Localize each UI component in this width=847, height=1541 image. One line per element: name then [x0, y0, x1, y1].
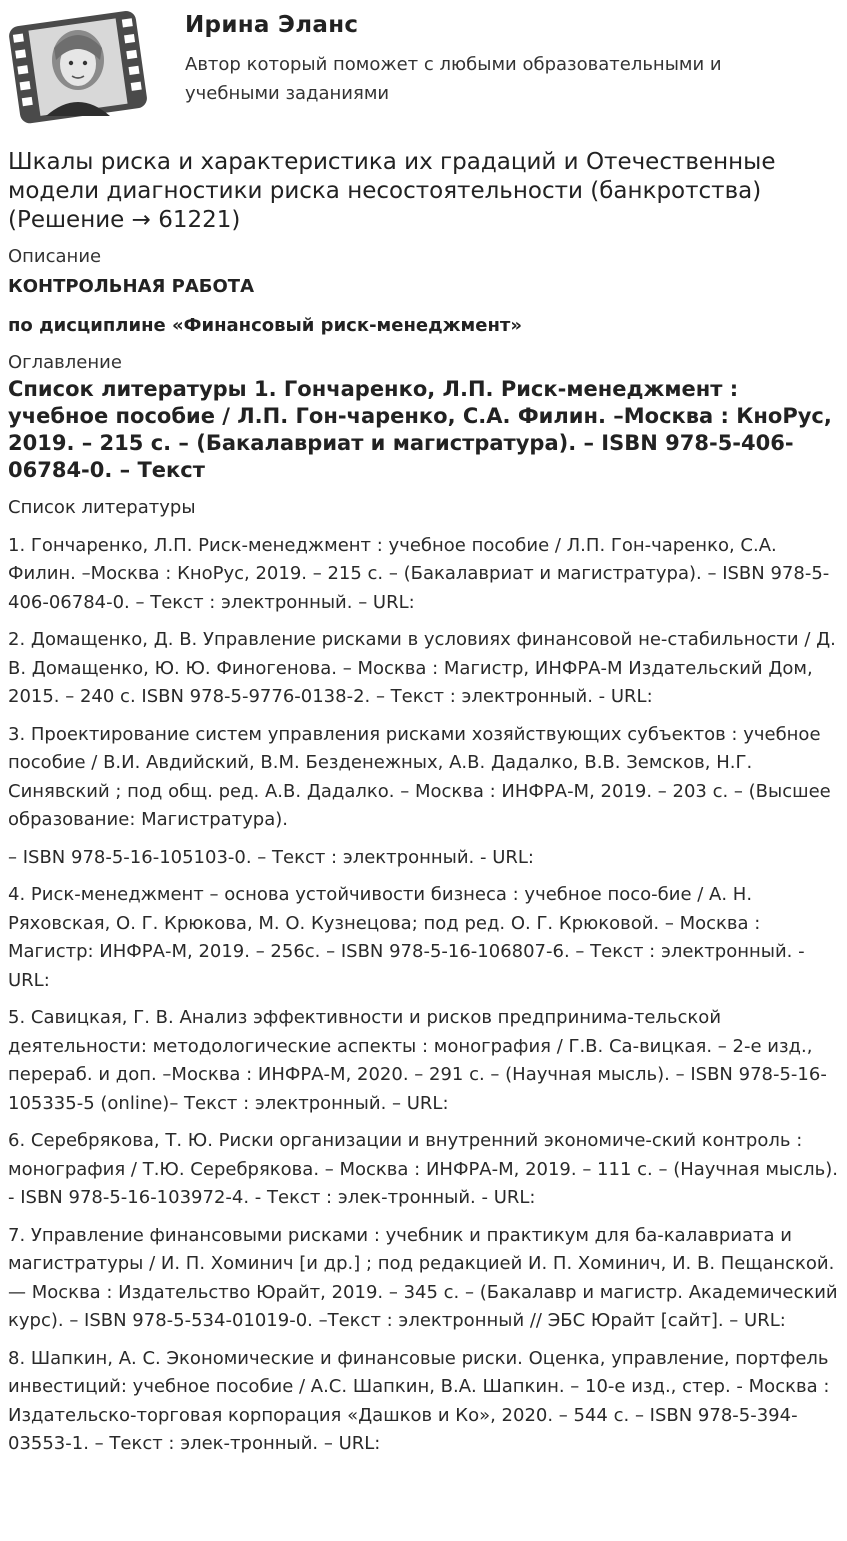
author-card — [0, 0, 847, 132]
list-item: – ISBN 978-5-16-105103-0. – Текст : электронный. - URL: — [8, 846, 534, 868]
toc-label: Оглавление — [8, 352, 122, 373]
list-item: 3. Проектирование систем управления рисками хозяйствующих субъектов : учебное пособие / В.И. Авдийский, В.М. Безденежных, А.В. Дадалко, В.В. Земсков, Н.Г. Синявский ; под общ. ред. А.В. Дадалко. – Москва : ИНФРА-М, 2019. – 203 с. – (Высшее образование: Магистратура). — [8, 723, 831, 830]
toc-heading: Список литературы 1. Гончаренко, Л.П. Риск-менеджмент : учебное пособие / Л.П. Гон-чаренко, С.А. Филин. –Москва : КноРус, 2019. – 215 с. – (Бакалавриат и магистратура). – ISBN 978-5-406-06784-0. – Текст — [8, 377, 832, 482]
references-title: Список литературы — [8, 497, 196, 518]
description-label: Описание — [8, 246, 102, 267]
list-item: 4. Риск-менеджмент – основа устойчивости бизнеса : учебное посо-бие / А. Н. Ряховская, О. Г. Крюкова, М. О. Кузнецова; под ред. О. Г. Крюковой. – Москва : Магистр: ИНФРА-М, 2019. – 256с. – ISBN 978-5-16-106807-6. – Текст : электронный. - URL: — [8, 884, 805, 991]
list-item: 8. Шапкин, А. С. Экономические и финансовые риски. Оценка, управление, портфель инвестиций: учебное пособие / А.С. Шапкин, В.А. Шапкин. – 10-е изд., стер. - Москва : Издательско-торговая корпорация «Дашков и Ко», 2020. – 544 с. – ISBN 978-5-394-03553-1. – Текст : элек-тронный. – URL: — [8, 1347, 830, 1454]
references-list — [8, 494, 840, 1468]
work-type: КОНТРОЛЬНАЯ РАБОТА — [8, 276, 254, 297]
author-avatar[interactable] — [8, 8, 150, 126]
list-item: 5. Савицкая, Г. В. Анализ эффективности и рисков предпринима-тельской деятельности: методологические аспекты : монография / Г.В. Са-вицкая. – 2-е изд., перераб. и доп. –Москва : ИНФРА-М, 2020. – 291 с. – (Научная мысль). – ISBN 978-5-16-105335-5 (online)– Текст : электронный. – URL: — [8, 1007, 827, 1114]
list-item: 7. Управление финансовыми рисками : учебник и практикум для ба-калавриата и магистратуры / И. П. Хоминич [и др.] ; под редакцией И. П. Хоминич, И. В. Пещанской. — Москва : Издательство Юрайт, 2019. – 345 с. – (Бакалавр и магистр. Академический курс). – ISBN 978-5-534-01019-0. –Текст : электронный // ЭБС Юрайт [сайт]. – URL: — [8, 1224, 838, 1331]
author-name[interactable]: Ирина Эланс — [185, 12, 359, 38]
list-item: 6. Серебрякова, Т. Ю. Риски организации и внутренний экономиче-ский контроль : монография / Т.Ю. Серебрякова. – Москва : ИНФРА-М, 2019. – 111 с. – (Научная мысль). - ISBN 978-5-16-103972-4. - Текст : элек-тронный. - URL: — [8, 1130, 838, 1208]
page-title: Шкалы риска и характеристика их градаций и Отечественные модели диагностики риска несостоятельности (банкротства) (Решение → 61221) — [8, 149, 776, 233]
list-item: 1. Гончаренко, Л.П. Риск-менеджмент : учебное пособие / Л.П. Гон-чаренко, С.А. Филин. –Москва : КноРус, 2019. – 215 с. – (Бакалавриат и магистратура). – ISBN 978-5-406-06784-0. – Текст : электронный. – URL: — [8, 534, 830, 613]
author-description: Автор который поможет с любыми образовательными и учебными заданиями — [185, 54, 722, 104]
discipline: по дисциплине «Финансовый риск-менеджмент» — [8, 315, 522, 336]
list-item: 2. Домащенко, Д. В. Управление рисками в условиях финансовой не-стабильности / Д. В. Домащенко, Ю. Ю. Финогенова. – Москва : Магистр, ИНФРА-М Издательский Дом, 2015. – 240 с. ISBN 978-5-9776-0138-2. – Текст : электронный. - URL: — [8, 629, 836, 707]
